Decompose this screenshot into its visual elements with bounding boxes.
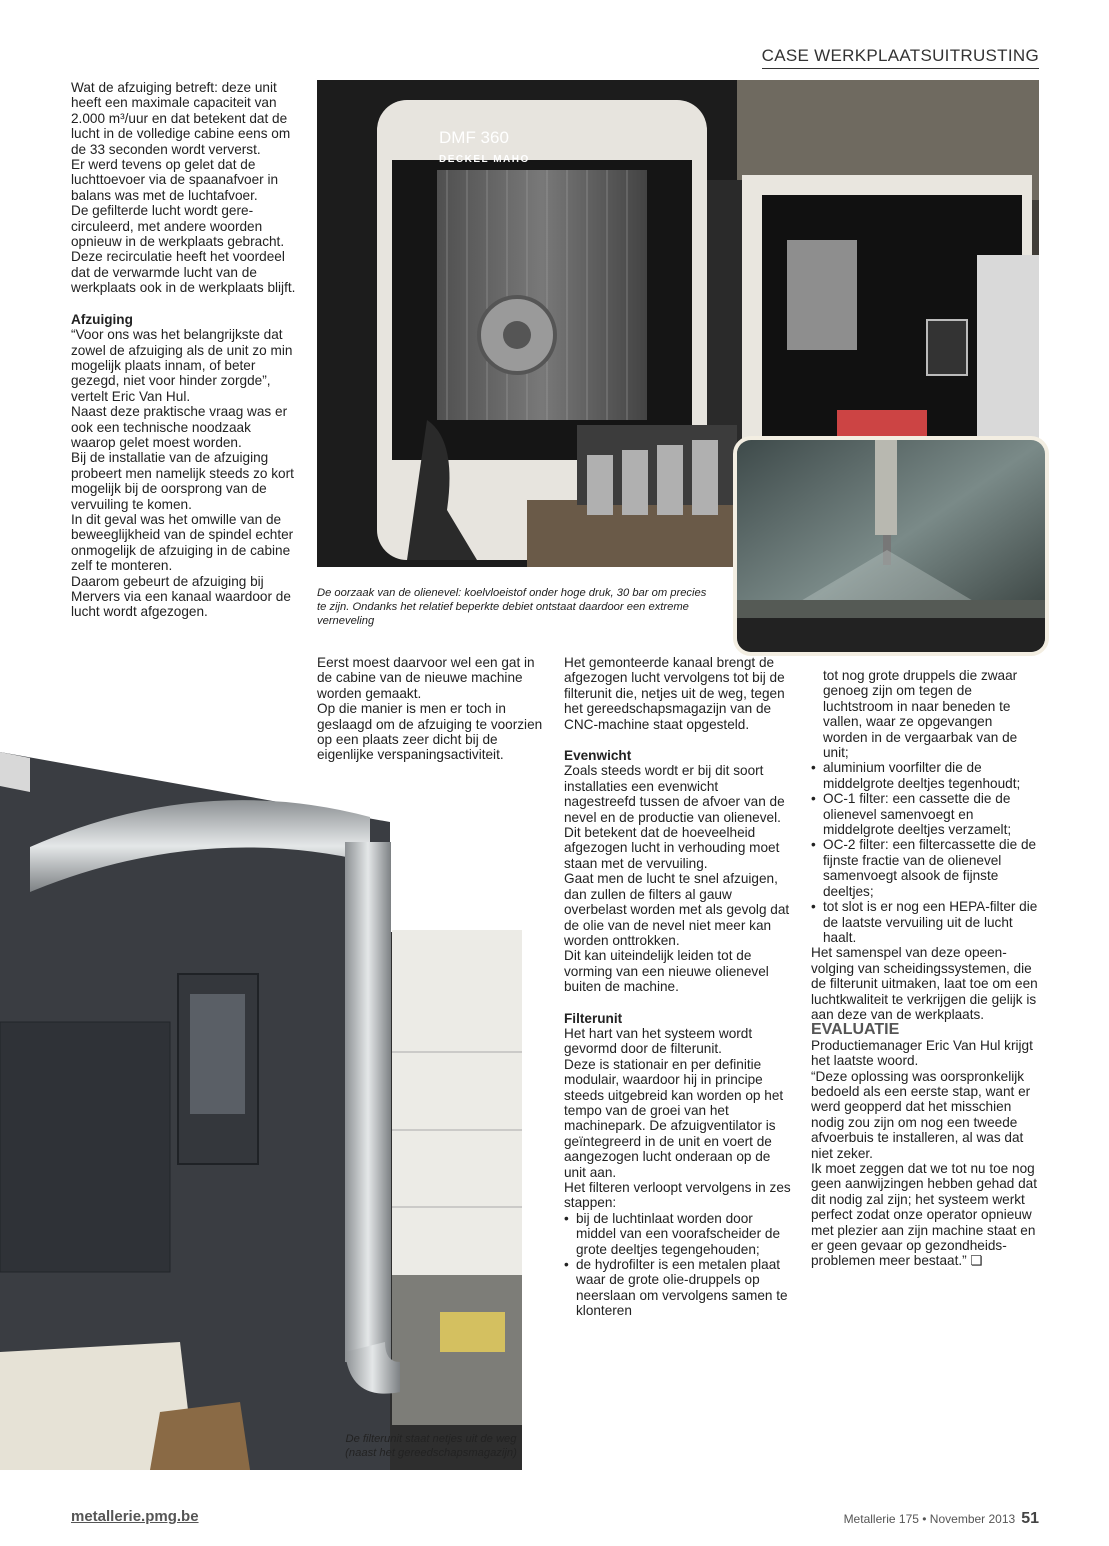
caption-bottom-photo: [331, 1432, 531, 1460]
paragraph: Het filteren verloopt vervolgens in zes stappen:: [564, 1180, 791, 1211]
filter-unit-illustration: [0, 752, 532, 1470]
page-number: 51: [1021, 1510, 1039, 1527]
paragraph: Het gemonteerde kanaal brengt de afgezogen lucht vervolgens tot bij de filterunit die, netjes uit de weg, tegen het gereedschapsmagazijn van de CNC-machine staat opgesteld.: [564, 655, 785, 732]
photo-filter-unit: [0, 752, 532, 1470]
bullet-item: • OC-1 filter: een cassette die de olienevel samenvoegt en middelgrote deeltjes verzamelt;: [811, 791, 1039, 837]
paragraph: Dit betekent dat de hoeveelheid afgezogen lucht in verhouding moet staan met de vervuiling.: [564, 825, 780, 871]
subheading-afzuiging: Afzuiging: [71, 311, 133, 327]
machine-brand-label: DECKEL MAHO: [439, 154, 530, 165]
paragraph: Productiemanager Eric Van Hul krijgt het laatste woord.: [811, 1037, 1033, 1069]
subheading-filterunit: Filterunit: [564, 1010, 623, 1026]
photo-coolant-spray-inset: [733, 436, 1049, 656]
bullet-item: • tot slot is er nog een HEPA-filter die de laatste vervuiling uit de lucht haalt.: [811, 899, 1039, 945]
paragraph: Gaat men de lucht te snel afzuigen, dan zullen de filters al gauw overbelast worden met als gevolg dat de olie van de nevel niet meer kan worden onttrokken.: [564, 871, 790, 948]
caption-top-text: De oorzaak van de olienevel: koelvloeistof onder hoge druk, 30 bar om precies te zijn. Ondanks het relatief beperkte debiet ontstaat daardoor een extreme verneveling: [317, 587, 707, 627]
text-column-2: [317, 655, 545, 763]
paragraph: Ik moet zeggen dat we tot nu toe nog geen aanwijzingen hebben gehad dat dit nodig zal zijn; het systeem werkt perfect zodat onze operator opnieuw met plezier aan zijn machine staat en er geen gevaar op gezondheids-problemen meer bestaat.” ❏: [811, 1161, 1038, 1269]
heading-evaluatie: EVALUATIE: [811, 1021, 900, 1039]
footer-website-link[interactable]: metallerie.pmg.be: [71, 1508, 199, 1525]
text-column-3: [564, 655, 792, 1319]
machine-model-label: DMF 360: [439, 128, 509, 147]
paragraph: Deze recirculatie heeft het voordeel dat de verwarmde lucht van de werkplaats ook in de werkplaats blijft.: [71, 249, 296, 296]
paragraph: Dit kan uiteindelijk leiden tot de vorming van een nieuwe olienevel buiten de machine.: [564, 948, 769, 995]
paragraph: De gefilterde lucht wordt gere-circuleerd, met andere woorden opnieuw in de werkplaats gebracht.: [71, 203, 285, 250]
paragraph: Het samenspel van deze opeen-volging van scheidingssystemen, die de filterunit uitmaken, laat toe om een luchtkwaliteit te verkrijgen die gelijk is aan deze van de werkplaats.: [811, 945, 1038, 1022]
caption-bottom-text: De filterunit staat netjes uit de weg (naast het gereedschapsmagazijn): [345, 1433, 517, 1459]
paragraph: “Voor ons was het belangrijkste dat zowel de afzuiging als de unit zo min mogelijk plaats innam, of beter gezegd, niet voor hinder zorgde”, vertelt Eric Van Hul.: [71, 327, 293, 404]
paragraph: Het hart van het systeem wordt gevormd door de filterunit.: [564, 1025, 753, 1057]
bullet-continuation: tot nog grote druppels die zwaar genoeg zijn om tegen de luchtstroom in naar beneden te vallen, waar ze opgevangen worden in de vergaarbak van de unit;: [823, 668, 1018, 761]
paragraph: Naast deze praktische vraag was er ook een technische noodzaak waarop gelet moest worden.: [71, 404, 288, 450]
bullet-item: • OC-2 filter: een filtercassette die de fijnste fractie van de olienevel samenvoegt alsook de fijnste deeltjes;: [811, 837, 1039, 899]
coolant-spray-illustration: [737, 440, 1045, 652]
paragraph: Zoals steeds wordt er bij dit soort installaties een evenwicht nagestreefd tussen de afvoer van de nevel en de productie van olienevel.: [564, 763, 785, 825]
bullet-item: • bij de luchtinlaat worden door middel van een voorafscheider de grote deeltjes tegengehouden;: [564, 1211, 792, 1257]
paragraph: Wat de afzuiging betreft: deze unit heeft een maximale capaciteit van 2.000 m³/uur en dat betekent dat de lucht in de volledige cabine eens om de 33 seconden wordt ververst.: [71, 80, 291, 157]
paragraph: Bij de installatie van de afzuiging probeert men namelijk steeds zo kort mogelijk bij de oorsprong van de vervuiling te komen.: [71, 450, 294, 512]
paragraph: Op die manier is men er toch in geslaagd om de afzuiging te voorzien op een plaats zeer dicht bij de eigenlijke verspaningsactiviteit.: [317, 701, 543, 763]
paragraph: Deze is stationair en per definitie modulair, waardoor hij in principe steeds uitgebreid kan worden op het tempo van de groei van het machinepark. De afzuigventilator is geïntegreerd in de unit en voert de aangezogen lucht onderaan op de unit aan.: [564, 1056, 784, 1180]
paragraph: Er werd tevens op gelet dat de luchttoevoer via de spaanafvoer in balans was met de luchtafvoer.: [71, 157, 279, 203]
paragraph: Daarom gebeurt de afzuiging bij Mervers via een kanaal waardoor de lucht wordt afgezogen.: [71, 573, 291, 620]
text-column-4: [811, 668, 1039, 1269]
paragraph: In dit geval was het omwille van de beweeglijkheid van de spindel echter onmogelijk de afzuiging in de cabine zelf te monteren.: [71, 511, 294, 574]
text-column-1: [71, 80, 296, 620]
bullet-item: • aluminium voorfilter die de middelgrote deeltjes tegenhoudt;: [811, 760, 1039, 791]
footer-issue-info: [844, 1510, 1039, 1528]
paragraph: Eerst moest daarvoor wel een gat in de cabine van de nieuwe machine worden gemaakt.: [317, 655, 535, 701]
subheading-evenwicht: Evenwicht: [564, 748, 632, 764]
section-header: CASE WERKPLAATSUITRUSTING: [762, 46, 1039, 69]
footer-issue: Metallerie 175 • November 2013: [843, 1512, 1016, 1526]
caption-top-photo: [317, 586, 717, 628]
bullet-item: • de hydrofilter is een metalen plaat waar de grote olie-druppels op neerslaan om vervolgens samen te klonteren: [564, 1257, 792, 1319]
paragraph: “Deze oplossing was oorspronkelijk bedoeld als een eerste stap, want er werd geopperd dat het misschien nodig zou zijn om nog een tweede afvoerbuis te installeren, al was dat niet zeker.: [811, 1068, 1031, 1161]
